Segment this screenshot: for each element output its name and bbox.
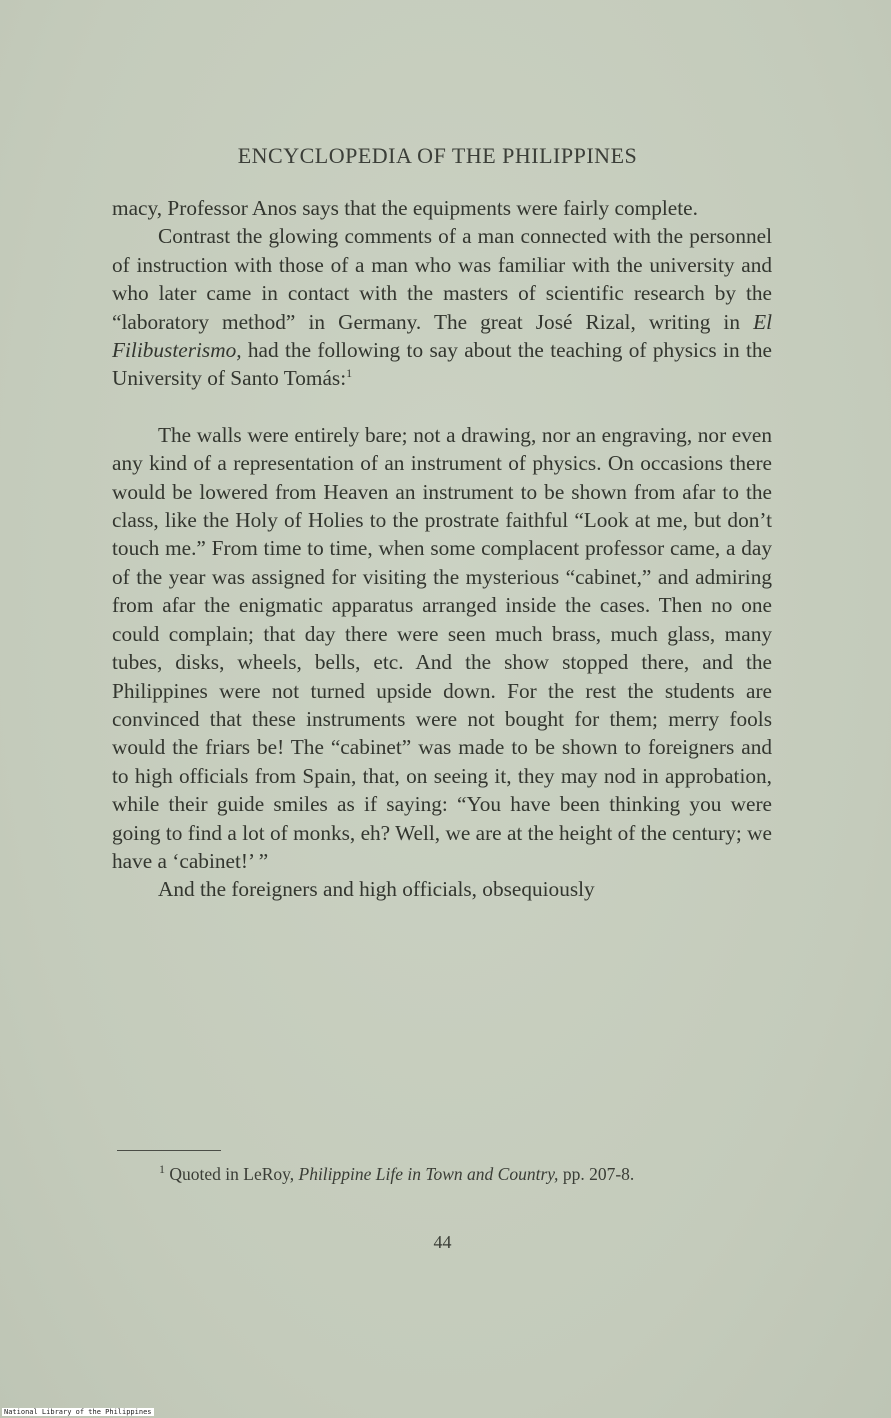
footnote-text-b: pp. 207-8. [558,1164,635,1184]
footnote-text-a: Quoted in LeRoy, [165,1164,299,1184]
rizal-quotation: The walls were entirely bare; not a drawing, nor an engraving, nor even any kind of a representation of an instrument of physics. On occasions there would be lowered from Heaven an instrument to be shown from afar to the class, like the Holy of Holies to the prostrate faithful “Look at me, but don’t touch me.” From time to time, when some complacent professor came, a day of the year was assigned for visiting the mysterious “cabinet,” and admiring from afar the enigmatic apparatus arranged inside the cases. Then no one could complain; that day there were seen much brass, much glass, many tubes, disks, wheels, bells, etc. And the show stopped there, and the Philippines were not turned upside down. For the rest the students are convinced that these instruments were not bought for them; merry fools would the friars be! The “cabinet” was made to be shown to foreigners and to high officials from Spain, that, on seeing it, they may nod in approbation, while their guide smiles as if saying: “You have been thinking you were going to find a lot of monks, eh? Well, we are at the height of the century; we have a ‘cabinet!’ ” [112,422,772,873]
footnote-divider [117,1150,221,1151]
body-text [112,194,772,904]
footnote [117,1164,777,1184]
library-credit: National Library of the Philippines [4,1408,152,1416]
paragraph-2-text-a: Contrast the glowing comments of a man connected with the personnel of instruction with those of a man who was familiar with the university and who later came in contact with the masters of scientific research by the “laboratory method” in Germany. The great José Rizal, writing in [112,224,772,334]
paragraph-2-text-b: had the following to say about the teaching of physics in the University of Santo Tomás: [112,338,772,391]
running-head: ENCYCLOPEDIA OF THE PHILIPPINES [237,143,638,168]
paragraph-3: And the foreigners and high officials, obsequiously [158,877,595,902]
page-number: 44 [433,1232,452,1252]
footnote-reference: 1 [346,366,353,381]
footnote-book-title: Philippine Life in Town and Country, [298,1164,559,1184]
paragraph-2 [112,222,772,392]
paragraph-1: macy, Professor Anos says that the equipments were fairly complete. [112,196,698,220]
footnote-marker: 1 [159,1162,165,1177]
book-title-el-filibusterismo: El Filibusterismo, [112,309,772,363]
footnote-line [117,1164,777,1184]
